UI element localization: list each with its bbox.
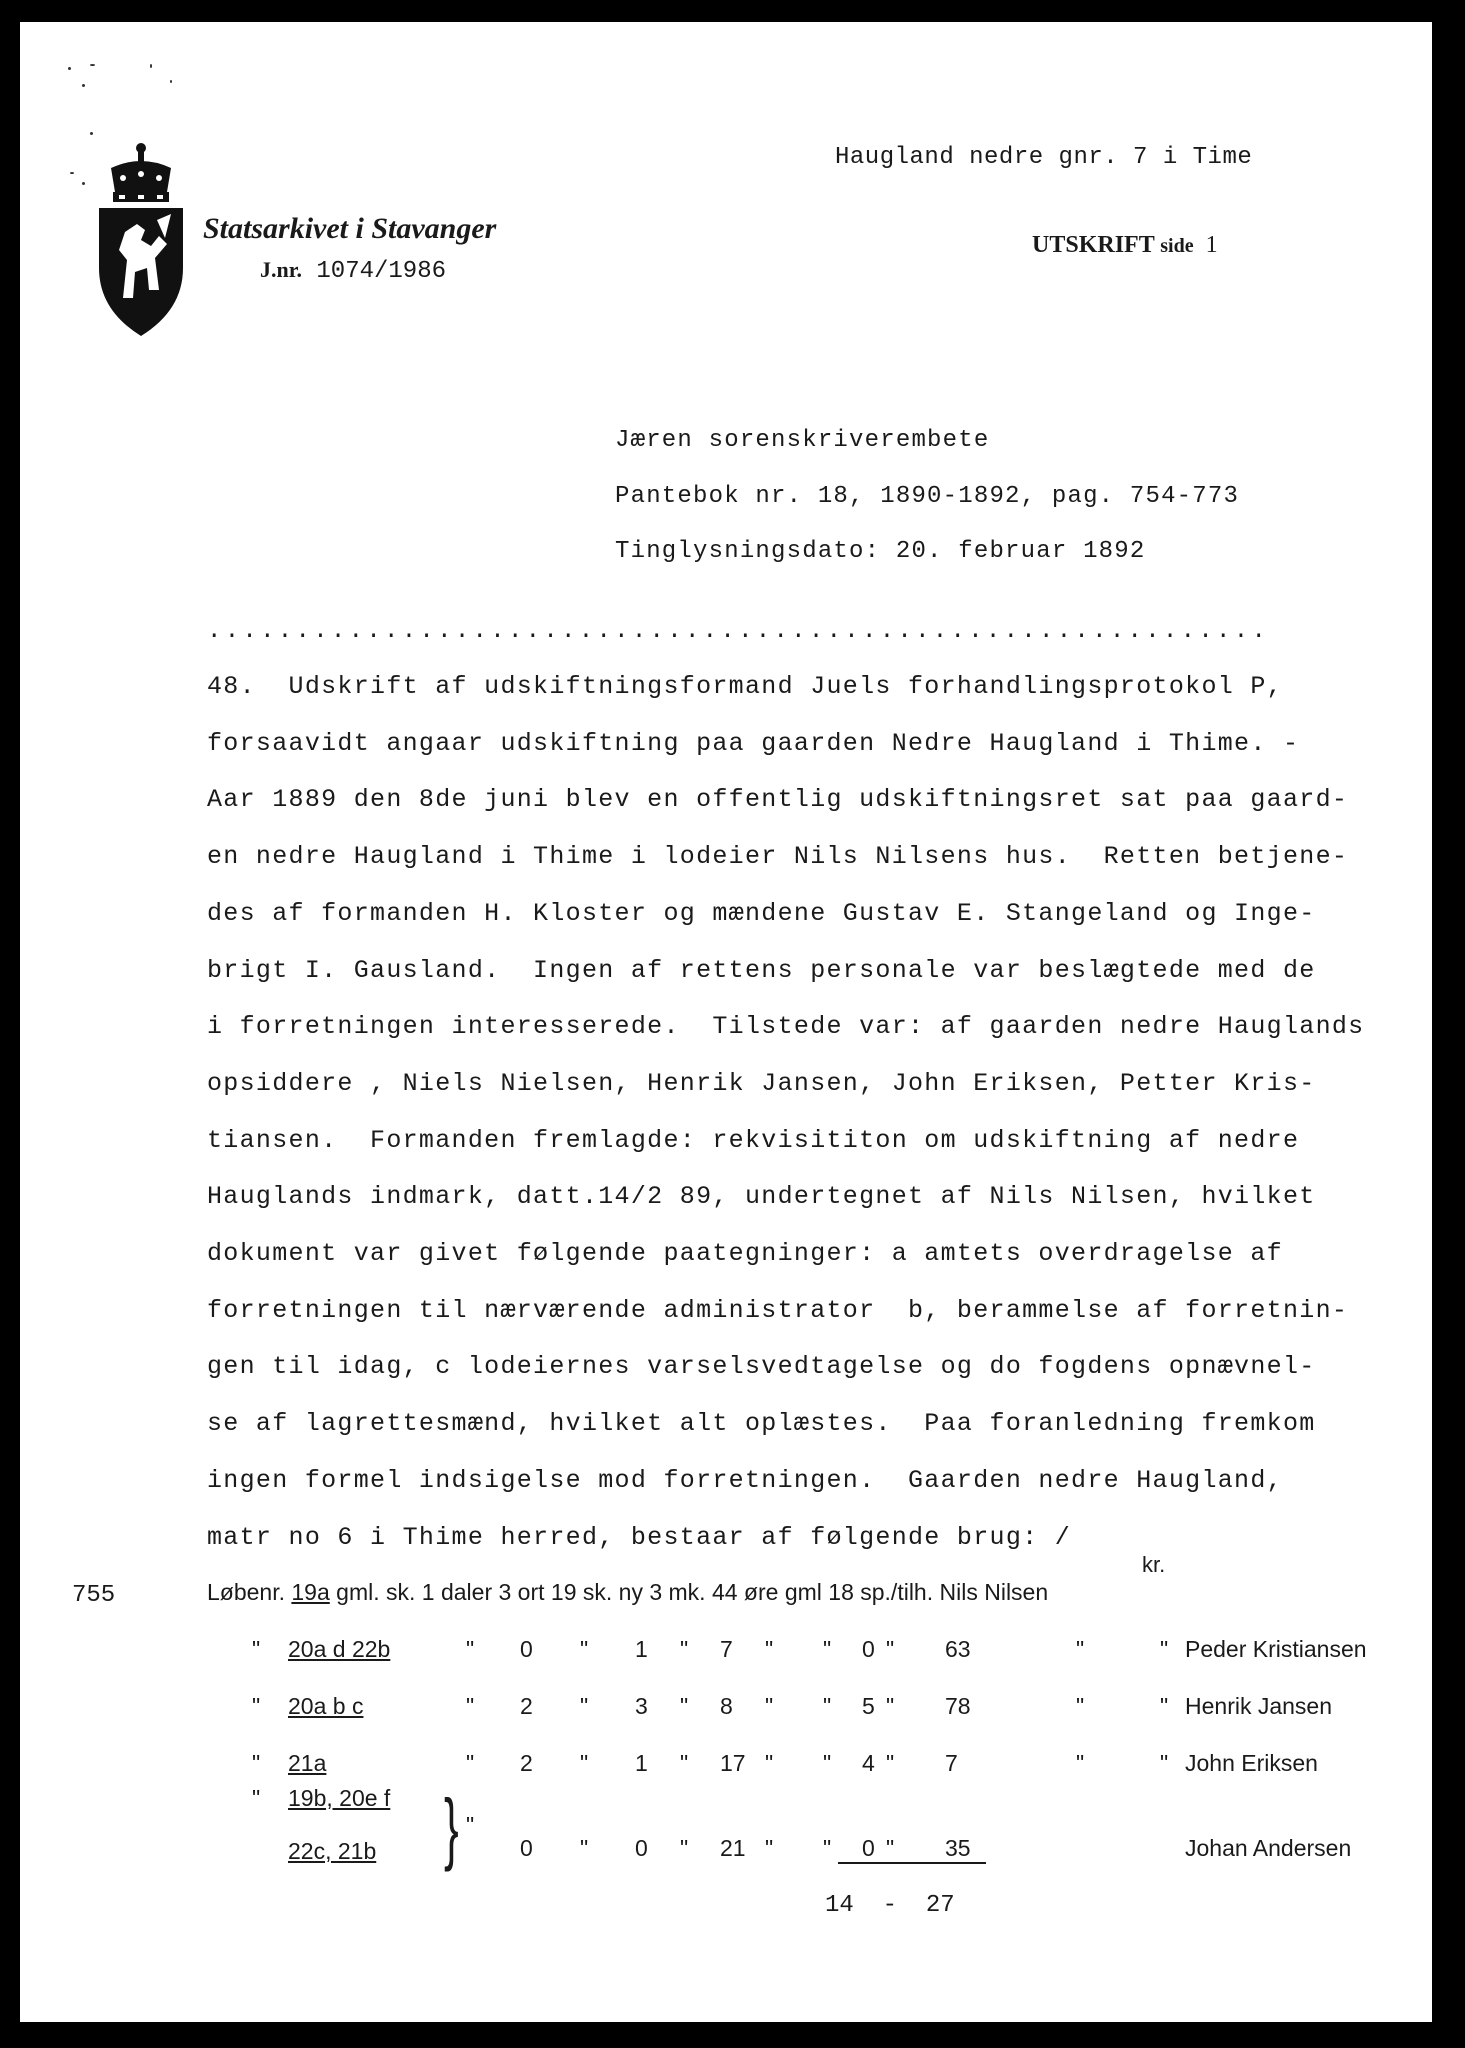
ditto-mark: " bbox=[252, 1750, 261, 1776]
ditto-mark: " bbox=[1076, 1750, 1085, 1776]
daler-value: 0 bbox=[520, 1835, 533, 1861]
ort-value: 0 bbox=[635, 1835, 648, 1861]
body-line: Hauglands indmark, datt.14/2 89, undertegnet af Nils Nilsen, hvilket bbox=[207, 1182, 1316, 1212]
owner-name: Johan Andersen bbox=[1185, 1835, 1352, 1861]
page-number: 1 bbox=[1205, 232, 1218, 258]
ditto-mark: " bbox=[1160, 1750, 1169, 1776]
jnr-value: 1074/1986 bbox=[316, 258, 447, 285]
body-line: des af formanden H. Kloster og mændene Gustav E. Stangeland og Inge- bbox=[207, 898, 1316, 928]
ditto-mark: " bbox=[680, 1750, 689, 1776]
row-text: gml. sk. 1 daler 3 ort 19 sk. ny 3 mk. 44 øre gml 18 sp./tilh. Nils Nilsen bbox=[336, 1579, 1049, 1605]
daler-value: 2 bbox=[520, 1750, 533, 1776]
source-office: Jæren sorenskriverembete bbox=[615, 427, 990, 454]
body-line: en nedre Haugland i Thime i lodeier Nils Nilsens hus. Retten betjene- bbox=[207, 842, 1349, 872]
ditto-mark: " bbox=[886, 1693, 895, 1719]
ditto-mark: " bbox=[680, 1636, 689, 1662]
source-book: Pantebok nr. 18, 1890-1892, pag. 754-773 bbox=[615, 483, 1240, 510]
utskrift-heading bbox=[1032, 232, 1218, 259]
ditto-mark: " bbox=[765, 1693, 774, 1719]
ditto-mark: " bbox=[466, 1693, 475, 1719]
lot-line-1: 19b, 20e f bbox=[288, 1785, 391, 1811]
ditto-mark: " bbox=[823, 1835, 832, 1861]
ditto-mark: " bbox=[580, 1835, 589, 1861]
owner-name: John Eriksen bbox=[1185, 1750, 1318, 1776]
row-lot: 19a bbox=[291, 1579, 330, 1605]
ditto-mark: " bbox=[466, 1750, 475, 1776]
sk-value: 17 bbox=[720, 1750, 746, 1776]
body-line: gen til idag, c lodeiernes varselsvedtagelse og do fogdens opnævnel- bbox=[207, 1352, 1316, 1382]
lot-number: 20a d 22b bbox=[288, 1636, 391, 1662]
ditto-mark: " bbox=[765, 1835, 774, 1861]
ort-value: 1 bbox=[635, 1750, 648, 1776]
ditto-mark: " bbox=[680, 1835, 689, 1861]
ditto-mark: " bbox=[580, 1750, 589, 1776]
ditto-mark: " bbox=[823, 1636, 832, 1662]
table-row-first bbox=[207, 1579, 1048, 1606]
ditto-mark: " bbox=[886, 1750, 895, 1776]
brace-symbol: } bbox=[444, 1783, 459, 1872]
ditto-mark: " bbox=[252, 1693, 261, 1719]
body-line: brigt I. Gausland. Ingen af rettens personale var beslægtede med de bbox=[207, 955, 1316, 985]
body-line: 48. Udskrift af udskiftningsformand Juels forhandlingsprotokol P, bbox=[207, 672, 1283, 701]
ditto-mark: " bbox=[823, 1693, 832, 1719]
document-page bbox=[20, 22, 1432, 2022]
body-line: forsaavidt angaar udskiftning paa gaarden Nedre Haugland i Thime. - bbox=[207, 728, 1300, 758]
mk-value: 4 bbox=[862, 1750, 875, 1776]
ore-value: 63 bbox=[945, 1636, 971, 1662]
sk-value: 7 bbox=[720, 1636, 733, 1662]
ore-value: 78 bbox=[945, 1693, 971, 1719]
daler-value: 2 bbox=[520, 1693, 533, 1719]
ore-value: 7 bbox=[945, 1750, 958, 1776]
ditto-mark: " bbox=[580, 1636, 589, 1662]
ore-value: 35 bbox=[945, 1835, 971, 1861]
mk-value: 5 bbox=[862, 1693, 875, 1719]
side-label: side bbox=[1160, 235, 1194, 257]
lot-number: 20a b c bbox=[288, 1693, 364, 1719]
ditto-mark: " bbox=[580, 1693, 589, 1719]
ditto-mark: " bbox=[1076, 1636, 1085, 1662]
body-line: i forretningen interesserede. Tilstede var: af gaarden nedre Hauglands bbox=[207, 1012, 1365, 1042]
daler-value: 0 bbox=[520, 1636, 533, 1662]
owner-name: Peder Kristiansen bbox=[1185, 1636, 1367, 1662]
mk-value: 0 bbox=[862, 1835, 875, 1861]
ditto-mark: " bbox=[886, 1835, 895, 1861]
sk-value: 8 bbox=[720, 1693, 733, 1719]
jnr-label: J.nr. bbox=[260, 257, 302, 282]
ditto-mark: " bbox=[466, 1636, 475, 1662]
ort-value: 3 bbox=[635, 1693, 648, 1719]
ditto-mark: " bbox=[823, 1750, 832, 1776]
sum-total: 14 - 27 bbox=[825, 1892, 955, 1919]
body-line: matr no 6 i Thime herred, bestaar af følgende brug: / bbox=[207, 1522, 1072, 1552]
ditto-mark: " bbox=[886, 1636, 895, 1662]
lot-line-2: 22c, 21b bbox=[288, 1838, 377, 1864]
lot-number: 21a bbox=[288, 1750, 327, 1776]
ditto-mark: " bbox=[466, 1812, 475, 1838]
body-line: tiansen. Formanden fremlagde: rekvisititon om udskiftning af nedre bbox=[207, 1125, 1300, 1155]
separator-dots: ............................................................ bbox=[207, 618, 1270, 645]
ditto-mark: " bbox=[765, 1750, 774, 1776]
source-date: Tinglysningsdato: 20. februar 1892 bbox=[615, 538, 1146, 565]
coat-of-arms-logo bbox=[85, 140, 197, 340]
body-line: Aar 1889 den 8de juni blev en offentlig udskiftningsret sat paa gaard- bbox=[207, 785, 1349, 815]
kr-label: kr. bbox=[1142, 1552, 1166, 1577]
utskrift-label: UTSKRIFT bbox=[1032, 232, 1155, 258]
ort-value: 1 bbox=[635, 1636, 648, 1662]
owner-name: Henrik Jansen bbox=[1185, 1693, 1333, 1719]
mk-value: 0 bbox=[862, 1636, 875, 1662]
body-line: se af lagrettesmænd, hvilket alt oplæstes. Paa foranledning fremkom bbox=[207, 1409, 1316, 1439]
row-prefix: Løbenr. bbox=[207, 1579, 285, 1605]
ditto-mark: " bbox=[1076, 1693, 1085, 1719]
body-line: dokument var givet følgende paategninger: a amtets overdragelse af bbox=[207, 1239, 1283, 1268]
sum-underline bbox=[838, 1862, 986, 1864]
ditto-mark: " bbox=[1160, 1693, 1169, 1719]
archive-name: Statsarkivet i Stavanger bbox=[203, 212, 497, 245]
ditto-mark: " bbox=[680, 1693, 689, 1719]
ditto-mark: " bbox=[252, 1785, 261, 1811]
margin-page-number: 755 bbox=[72, 1582, 116, 1609]
ditto-mark: " bbox=[1160, 1636, 1169, 1662]
property-title: Haugland nedre gnr. 7 i Time bbox=[835, 144, 1253, 171]
body-line: forretningen til nærværende administrator b, berammelse af forretnin- bbox=[207, 1295, 1349, 1325]
sk-value: 21 bbox=[720, 1835, 746, 1861]
ditto-mark: " bbox=[765, 1636, 774, 1662]
body-line: opsiddere , Niels Nielsen, Henrik Jansen, John Eriksen, Petter Kris- bbox=[207, 1068, 1316, 1098]
body-line: ingen formel indsigelse mod forretningen. Gaarden nedre Haugland, bbox=[207, 1465, 1283, 1495]
journal-number bbox=[260, 257, 446, 285]
ditto-mark: " bbox=[252, 1636, 261, 1662]
